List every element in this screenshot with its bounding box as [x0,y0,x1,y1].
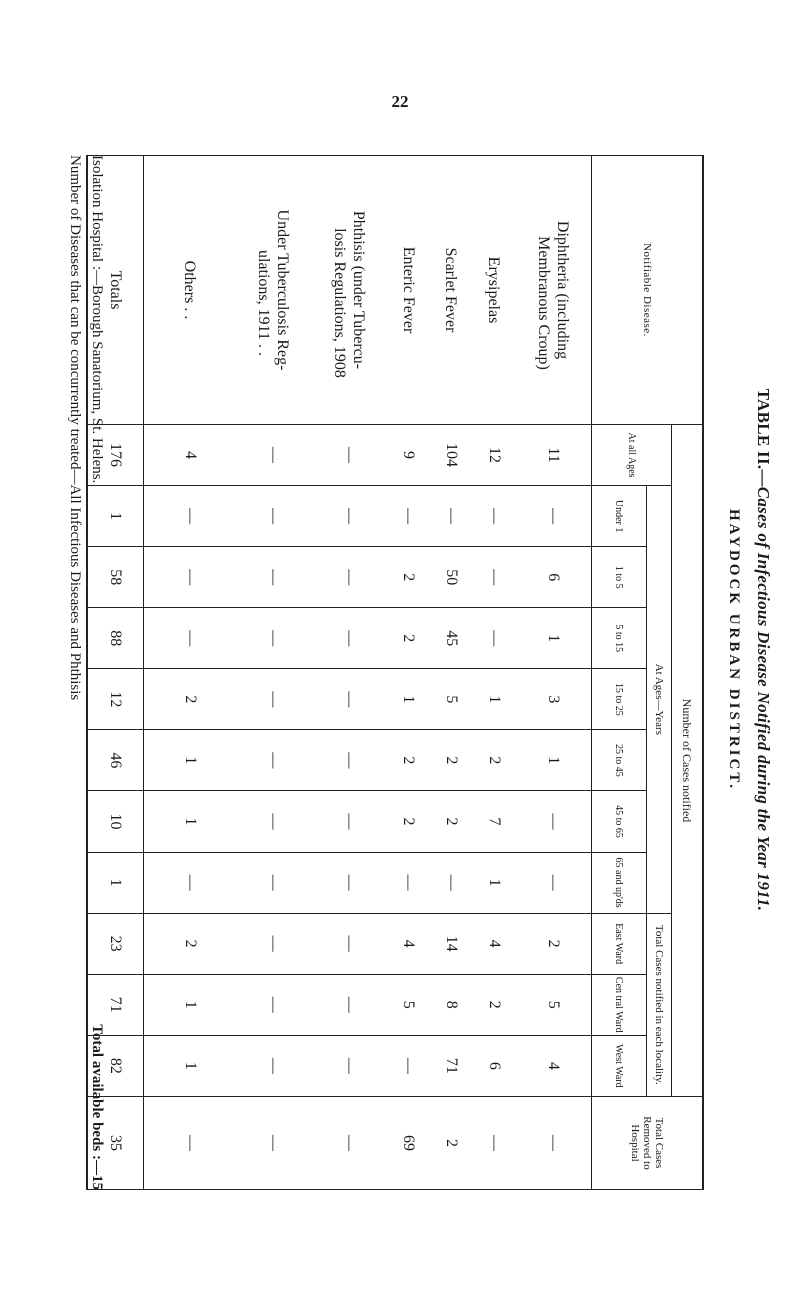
disease-name: Scarlet Fever [430,156,473,425]
heading-italic: Cases of Infectious Disease Notified during the Year 1911. [754,486,773,912]
value-cell: 1 [143,791,235,852]
value-cell: 6 [472,1035,515,1096]
table-row-erysipelas [472,156,515,1190]
cases-table [86,155,704,1190]
value-cell: 1 [515,608,592,669]
value-cell: 50 [430,547,473,608]
total-cell: 58 [87,547,143,608]
value-cell: — [235,608,311,669]
value-cell: 5 [430,669,473,730]
value-cell: 1 [143,730,235,791]
footnote [64,155,108,1190]
value-cell: 1 [143,974,235,1035]
value-cell: — [515,791,592,852]
table-row-phthisis [311,156,387,1190]
value-cell: — [311,730,387,791]
value-cell: — [311,913,387,974]
value-cell: — [311,669,387,730]
value-cell: — [235,730,311,791]
value-cell: 2 [515,913,592,974]
value-cell: — [387,1035,430,1096]
locality-header-east-ward: East Ward [592,913,647,974]
table-row-others [143,156,235,1190]
value-cell: 45 [430,608,473,669]
value-cell: 2 [387,608,430,669]
value-cell: — [235,852,311,913]
value-cell: — [311,1035,387,1096]
locality-header-central-ward: Cen tral Ward [592,974,647,1035]
value-cell: 2 [430,730,473,791]
age-header-15-to-25: 15 to 25 [592,669,647,730]
value-cell: 1 [472,669,515,730]
value-cell: — [472,608,515,669]
value-cell: — [311,547,387,608]
locality-group-header: Total Cases notified in each locality. [647,913,672,1096]
value-cell: 1 [472,852,515,913]
value-cell: — [430,852,473,913]
value-cell: 7 [472,791,515,852]
district-subheading: HAYDOCK URBAN DISTRICT. [726,509,742,791]
disease-name: Enteric Fever [387,156,430,425]
value-cell: — [143,852,235,913]
total-cell: 10 [87,791,143,852]
value-cell: — [235,974,311,1035]
total-cell: 1 [87,852,143,913]
value-cell: 2 [387,791,430,852]
total-cell: 1 [87,486,143,547]
age-header-65-and-up: 65 and up'ds [592,852,647,913]
cases-notified-group-header: Number of Cases notified [672,425,704,1097]
value-cell: — [143,486,235,547]
table-row-tuberculosis-1911 [235,156,311,1190]
value-cell: — [515,486,592,547]
age-header-45-to-65: 45 to 65 [592,791,647,852]
value-cell: — [430,486,473,547]
value-cell: 5 [515,974,592,1035]
disease-name: Phthisis (under Tubercu- losis Regulations, 1908 [311,156,387,425]
total-cell: 82 [87,1035,143,1096]
total-cell: 88 [87,608,143,669]
totals-label: Totals [87,156,143,425]
value-cell: 2 [143,669,235,730]
value-cell: — [235,1035,311,1096]
value-cell: 104 [430,425,473,486]
value-cell: 2 [387,730,430,791]
value-cell: 4 [515,1035,592,1096]
value-cell: 4 [143,425,235,486]
value-cell: 4 [472,913,515,974]
disease-name: Others . . [143,156,235,425]
value-cell: — [143,1097,235,1190]
removed-to-hospital-header: Total Cases Removed to Hospital [592,1097,704,1190]
value-cell: — [311,852,387,913]
value-cell: — [143,547,235,608]
value-cell: — [472,1097,515,1190]
age-header-5-to-15: 5 to 15 [592,608,647,669]
age-header-under-1: Under 1 [592,486,647,547]
value-cell: 14 [430,913,473,974]
value-cell: — [311,608,387,669]
value-cell: — [311,425,387,486]
total-cell: 46 [87,730,143,791]
value-cell: — [515,852,592,913]
concurrent-treatment-note: Number of Diseases that can be concurrently treated—All Infectious Diseases and Phthisis [67,155,83,701]
value-cell: 2 [430,1097,473,1190]
heading-prefix: TABLE II.— [754,388,773,487]
table-row-diphtheria [515,156,592,1190]
isolation-hospital-note: Isolation Hospital :—Borough Sanatorium, St. Helens. [89,155,105,484]
value-cell: — [235,486,311,547]
value-cell: — [311,486,387,547]
disease-column-header: Notifiable Disease. [592,156,704,425]
value-cell: — [143,608,235,669]
value-cell: — [387,852,430,913]
value-cell: — [387,486,430,547]
disease-name: Erysipelas [472,156,515,425]
value-cell: 1 [515,730,592,791]
value-cell: — [515,1097,592,1190]
value-cell: — [472,486,515,547]
ages-group-header: At Ages—Years [647,486,672,914]
value-cell: — [235,791,311,852]
total-cell: 71 [87,974,143,1035]
disease-name: Diphtheria (including Membranous Croup) [515,156,592,425]
total-cell: 35 [87,1097,143,1190]
value-cell: — [235,1097,311,1190]
value-cell: 3 [515,669,592,730]
value-cell: — [235,547,311,608]
value-cell: — [311,974,387,1035]
value-cell: 2 [387,547,430,608]
table-row-scarlet-fever [430,156,473,1190]
value-cell: — [235,913,311,974]
table-row-enteric-fever [387,156,430,1190]
value-cell: 11 [515,425,592,486]
value-cell: — [235,425,311,486]
value-cell: 2 [472,730,515,791]
value-cell: 4 [387,913,430,974]
value-cell: 2 [430,791,473,852]
page-number: 22 [391,92,409,111]
disease-name: Under Tuberculosis Reg- ulations, 1911 . . [235,156,311,425]
value-cell: 5 [387,974,430,1035]
table-heading [753,0,773,1300]
value-cell: 2 [143,913,235,974]
value-cell: 1 [387,669,430,730]
value-cell: — [311,791,387,852]
total-cell: 176 [87,425,143,486]
total-cell: 12 [87,669,143,730]
age-header-25-to-45: 25 to 45 [592,730,647,791]
value-cell: — [235,669,311,730]
total-cell: 23 [87,913,143,974]
value-cell: 8 [430,974,473,1035]
value-cell: 69 [387,1097,430,1190]
all-ages-header: At all Ages [592,425,672,486]
value-cell: 6 [515,547,592,608]
value-cell: 2 [472,974,515,1035]
value-cell: 9 [387,425,430,486]
value-cell: — [311,1097,387,1190]
available-beds-note: Total available beds :—15 [89,1024,105,1190]
value-cell: 1 [143,1035,235,1096]
locality-header-west-ward: West Ward [592,1035,647,1096]
age-header-1-to-5: 1 to 5 [592,547,647,608]
value-cell: 71 [430,1035,473,1096]
value-cell: — [472,547,515,608]
value-cell: 12 [472,425,515,486]
